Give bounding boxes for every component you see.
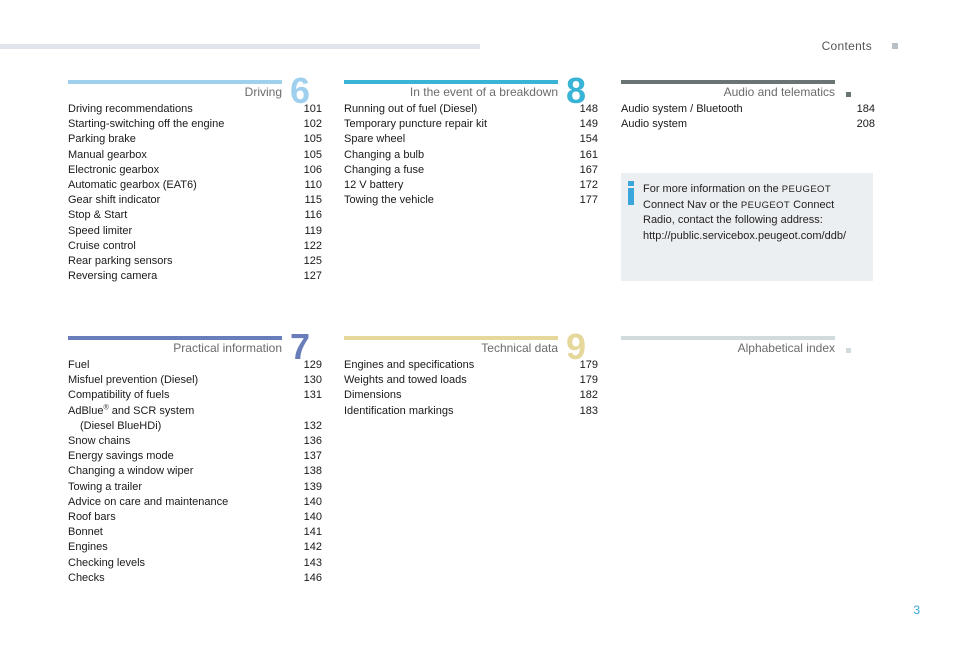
toc-entry[interactable]	[68, 193, 322, 208]
entry-label: Rear parking sensors	[68, 255, 173, 268]
section-bar	[621, 336, 835, 340]
page-number: 149	[579, 118, 598, 131]
section-title: Practical information	[173, 341, 282, 355]
toc-entry[interactable]	[68, 540, 322, 555]
entry-label: Stop & Start	[68, 209, 128, 222]
info-url[interactable]: http://public.servicebox.peugeot.com/ddb/	[643, 229, 847, 242]
page-number: 129	[303, 359, 322, 371]
entry-label: Changing a fuse	[344, 163, 425, 176]
section-title: Audio and telematics	[723, 85, 835, 99]
entry-label: Temporary puncture repair kit	[344, 118, 488, 131]
section-bar	[68, 336, 282, 340]
page-number: 177	[579, 194, 598, 207]
toc-entry[interactable]	[68, 434, 322, 449]
section-title: In the event of a breakdown	[409, 85, 558, 99]
page-number: 116	[304, 209, 322, 222]
page-number: 115	[304, 194, 322, 207]
toc-entry[interactable]	[68, 510, 322, 525]
page-number: 106	[303, 163, 322, 176]
entry-label: Audio system	[621, 118, 688, 131]
header-bar	[0, 44, 480, 49]
toc-entry[interactable]	[68, 495, 322, 510]
entry-label: Compatibility of fuels	[68, 389, 170, 402]
page-number: 148	[579, 103, 598, 115]
entry-label: Gear shift indicator	[68, 194, 161, 207]
entry-list	[621, 102, 875, 132]
entry-label: Cruise control	[68, 239, 136, 252]
entry-label: Fuel	[68, 359, 90, 371]
page-number: 105	[303, 148, 322, 161]
entry-label: Bonnet	[68, 526, 103, 539]
toc-entry[interactable]	[344, 388, 598, 403]
entry-label: Audio system / Bluetooth	[621, 103, 743, 115]
section-number: 7	[289, 326, 310, 367]
entry-label: Towing the vehicle	[344, 194, 434, 207]
entry-label: Towing a trailer	[68, 480, 142, 493]
entry-label: Speed limiter	[68, 224, 133, 237]
entry-list	[344, 358, 598, 419]
page-number: 167	[579, 163, 598, 176]
entry-label: Starting-switching off the engine	[68, 118, 225, 131]
page-number: 154	[579, 133, 598, 146]
section-number: 6	[289, 70, 310, 111]
toc-entry[interactable]	[68, 571, 322, 586]
entry-list	[344, 102, 598, 208]
entry-label: Changing a window wiper	[68, 465, 194, 478]
page-number: 139	[303, 480, 322, 493]
toc-entry[interactable]	[68, 464, 322, 479]
page-number: 125	[303, 255, 322, 268]
toc-entry[interactable]	[344, 102, 598, 117]
toc-entry[interactable]	[68, 148, 322, 163]
toc-entry[interactable]	[621, 117, 875, 132]
toc-entry[interactable]	[344, 148, 598, 163]
entry-label: Running out of fuel (Diesel)	[344, 103, 478, 115]
info-icon	[627, 181, 637, 205]
page-number: 179	[579, 374, 598, 387]
entry-list	[68, 102, 322, 284]
toc-entry[interactable]	[344, 373, 598, 388]
toc-entry[interactable]	[68, 480, 322, 495]
entry-label: Misfuel prevention (Diesel)	[68, 374, 199, 387]
page-number: 208	[856, 118, 875, 131]
entry-label: Dimensions	[344, 389, 402, 402]
entry-label: Changing a bulb	[344, 148, 425, 161]
toc-entry[interactable]	[68, 117, 322, 132]
entry-label: Checks	[68, 571, 105, 584]
page-number: 138	[303, 465, 322, 478]
toc-entry[interactable]	[621, 102, 875, 117]
info-box	[621, 173, 873, 281]
entry-label: Parking brake	[68, 133, 136, 146]
entry-label: Reversing camera	[68, 270, 158, 283]
entry-label: Checking levels	[68, 556, 146, 569]
page-number: 119	[304, 224, 322, 237]
section-bar	[344, 336, 558, 340]
toc-entry[interactable]	[344, 163, 598, 178]
entry-label: Snow chains	[68, 435, 131, 448]
toc-entry[interactable]	[68, 239, 322, 254]
page-number: 183	[579, 404, 598, 417]
toc-entry[interactable]	[68, 208, 322, 223]
toc-entry[interactable]	[68, 254, 322, 269]
page-number: 140	[303, 495, 322, 508]
page-number: 184	[856, 103, 875, 115]
toc-entry[interactable]	[68, 102, 322, 117]
page-number: 122	[303, 239, 322, 252]
header-title: Contents	[821, 39, 872, 53]
toc-entry[interactable]	[344, 193, 598, 208]
page-number: 146	[303, 571, 322, 584]
entry-label: Energy savings mode	[68, 450, 174, 463]
info-text: For more information on the PEUGEOT Connect Nav or the PEUGEOT Connect Radio, contact the following address: http://public.servicebox.peugeot.com/ddb/	[643, 183, 847, 242]
entry-label: Roof bars	[68, 511, 116, 524]
page-number: 182	[579, 389, 598, 402]
entry-label: 12 V battery	[344, 179, 404, 192]
section-bar	[68, 80, 282, 84]
page-number-footer: 3	[913, 603, 920, 617]
entry-label: Manual gearbox	[68, 148, 147, 161]
toc-entry[interactable]	[68, 388, 322, 403]
page-number: 142	[303, 541, 322, 554]
page-number: 105	[303, 133, 322, 146]
section-number: 9	[565, 326, 586, 367]
page-number: 161	[579, 148, 598, 161]
toc-entry[interactable]	[68, 269, 322, 284]
page-number: 127	[303, 270, 322, 283]
section-number: 8	[565, 70, 586, 111]
section-title: Technical data	[481, 341, 558, 355]
toc-entry[interactable]	[68, 178, 322, 193]
toc-entry[interactable]	[68, 163, 322, 178]
entry-list	[68, 358, 322, 586]
page-number: 110	[304, 179, 322, 192]
page-number: 131	[303, 389, 322, 402]
entry-label: Automatic gearbox (EAT6)	[68, 179, 197, 192]
section-title: Alphabetical index	[737, 341, 835, 355]
toc-entry[interactable]	[68, 132, 322, 147]
toc-entry[interactable]	[344, 404, 598, 419]
toc-entry[interactable]	[344, 358, 598, 373]
entry-label: Weights and towed loads	[344, 374, 467, 387]
section-title: Driving	[244, 85, 282, 99]
entry-label: Identification markings	[344, 404, 454, 417]
toc-entry[interactable]	[68, 373, 322, 388]
toc-entry[interactable]	[68, 525, 322, 540]
page-number: 141	[303, 526, 322, 539]
toc-entry[interactable]	[68, 449, 322, 464]
page-number: 179	[579, 359, 598, 371]
toc-entry[interactable]	[344, 117, 598, 132]
toc-entry[interactable]	[68, 358, 322, 373]
entry-label: Spare wheel	[344, 133, 406, 146]
page-number: 130	[303, 374, 322, 387]
page-number: 102	[303, 118, 322, 131]
toc-entry[interactable]	[68, 224, 322, 239]
section-bar	[344, 80, 558, 84]
entry-label: Engines and specifications	[344, 359, 475, 371]
section-dot	[846, 92, 851, 97]
toc-entry[interactable]	[68, 556, 322, 571]
section-dot	[846, 348, 851, 353]
entry-label: Electronic gearbox	[68, 163, 160, 176]
page-number: 140	[303, 511, 322, 524]
page-number: 172	[579, 179, 598, 192]
page-number: 143	[303, 556, 322, 569]
entry-label: Engines	[68, 541, 108, 554]
entry-label: Advice on care and maintenance	[68, 495, 229, 508]
page-number: 101	[303, 103, 322, 115]
page-number: 132	[303, 419, 322, 432]
page-number: 137	[303, 450, 322, 463]
toc-entry[interactable]	[344, 132, 598, 147]
toc-entry[interactable]	[344, 178, 598, 193]
entry-label: Driving recommendations	[68, 103, 193, 115]
section-bar	[621, 80, 835, 84]
toc-entry[interactable]: AdBlue® and SCR system (Diesel BlueHDi) 132	[68, 404, 322, 434]
page-number: 136	[303, 435, 322, 448]
header-square	[892, 43, 898, 49]
